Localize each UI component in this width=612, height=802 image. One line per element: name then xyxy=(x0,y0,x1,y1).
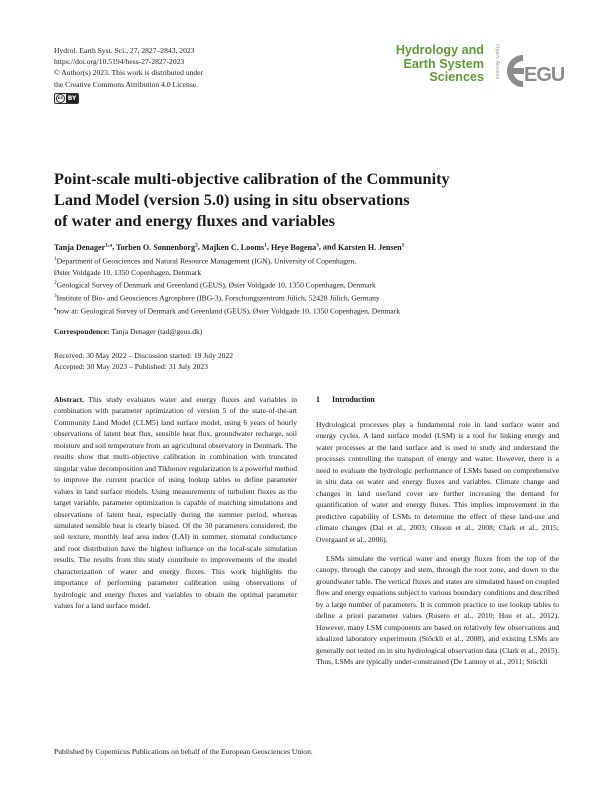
affiliation-continuation: Øster Voldgade 10, 1350 Copenhagen, Denmark xyxy=(54,267,202,277)
cc-by-license-icon[interactable] xyxy=(54,93,79,104)
open-access-label: Open Access xyxy=(494,44,500,80)
title-line: Point-scale multi-objective calibration of the Community xyxy=(54,169,450,188)
affiliation-list xyxy=(54,254,564,317)
accepted-date: Accepted: 30 May 2023 – Published: 31 July 2023 xyxy=(54,362,208,371)
affiliation: $^3$Institute of Bio- and Geosciences Agrosphere (IBG-3), Forschungszentrum Jülich, 52428 Jülich, Germany xyxy=(54,293,380,303)
journal-name-line: Earth System xyxy=(403,56,484,71)
journal-name xyxy=(396,44,484,85)
journal-logo xyxy=(392,44,562,102)
abstract-label: Abstract. xyxy=(54,395,84,404)
article-metadata xyxy=(54,45,314,104)
received-date: Received: 30 May 2022 – Discussion started: 19 July 2022 xyxy=(54,351,234,360)
abstract-text: This study evaluates water and energy fluxes and variables in combination with parameter optimization of version 5 of the state-of-the-art Community Land Model (CLM5) land surface model, using 6 years of hourly observations of latent heat flux, sensible heat flux, groundwater recharge, soil moisture and soil temperature from an agricultural observatory in Denmark. The results show that multi-objective calibration in combination with truncated singular value decomposition and Tikhonov regularization is a powerful method to improve the current practice of using lookup tables to define parameter values in land surface models. Using measurements of turbulent fluxes as the target variable, parameter optimization is capable of matching simulations and observations of latent heat, especially during the summer period, whereas simulated sensible heat is clearly biased. Of the 30 parameters considered, the soil texture, monthly leaf area index (LAI) in summer, stomatal conductance and root distribution have the highest influence on the local-scale simulation results. The results from this study contribute to improvements of the model characterization of water and energy fluxes. This work highlights the importance of performing parameter calibration using observations of hydrologic and energy fluxes and variables to obtain the optimal parameter values for a land surface model. xyxy=(54,395,297,611)
section-title: Introduction xyxy=(332,395,375,404)
section-heading-introduction xyxy=(316,395,375,404)
abstract xyxy=(54,394,297,612)
license-line: the Creative Commons Attribution 4.0 License. xyxy=(54,79,199,89)
article-title xyxy=(54,168,474,231)
journal-name-line: Sciences xyxy=(429,70,484,85)
paragraph: Hydrological processes play a fundamental role in land surface water and energy cycles. A land surface model (LSM) is a tool for linking energy and water processes at the land surface and is used to study and understand the processes controlling the transport of energy and water. However, there is a need to evaluate the hydrologic performance of LSMs based on comprehensive in situ data on water and energy fluxes and variables. Climate change and changes in land use/land cover are further increasing the demand for quantification of water and energy fluxes. This implies improvement in the predictive capability of LSMs to determine the effect of these land-use and climate changes (Dai et al., 2003; Olsson et al., 2008; Clark et al., 2015; Overgaard et al., 2006). xyxy=(316,420,559,544)
title-line: of water and energy fluxes and variables xyxy=(54,211,335,230)
citation: Hydrol. Earth Syst. Sci., 27, 2827–2843, 2023 xyxy=(54,46,195,55)
correspondence-label: Correspondence: xyxy=(54,327,110,336)
section-number: 1 xyxy=(316,395,320,404)
paragraph: LSMs simulate the vertical water and energy fluxes from the top of the canopy, through the canopy and stem, through the root zone, and down to the groundwater table. The vertical fluxes and states are simulated based on coupled flow and energy equations subject to various boundary conditions and described by a large number of parameters. It is common practice to use lookup tables to define a priori parameter values (Rosero et al., 2010; Hou et al., 2012). However, many LSM components are based on relatively few observations and idealized laboratory experiments (Stöckli et al., 2008), and existing LSMs are generally not tested on in situ hydrological observation data (Clark et al., 2015). Thus, LSMs are typically under-constrained (De Lannoy et al., 2011; Stöckli xyxy=(316,553,559,667)
affiliation: $^1$Department of Geosciences and Natural Resource Management (IGN), University of Copenhagen, xyxy=(54,256,357,266)
publication-dates xyxy=(54,350,233,372)
correspondence xyxy=(54,326,202,337)
egu-logo-icon xyxy=(502,50,564,92)
author[interactable]: Majken C. Looms$^1$ xyxy=(201,242,267,252)
correspondence-contact[interactable]: Tanja Denager (tad@geus.dk) xyxy=(111,327,203,336)
cc-icon: cc xyxy=(56,94,65,103)
author[interactable]: Karsten H. Jensen$^1$ xyxy=(338,242,405,252)
doi-link[interactable]: https://doi.org/10.5194/hess-27-2827-2023 xyxy=(54,57,185,67)
author-list: Tanja Denager$^{1,a}$, Torben O. Sonnenborg$^2$, Majken C. Looms$^1$, Heye Bogena$^3$, and Karsten H. Jensen$^1$ xyxy=(54,242,405,252)
author[interactable]: Tanja Denager$^{1,a}$ xyxy=(54,242,113,252)
introduction-body xyxy=(316,419,559,668)
publisher-footer: Published by Copernicus Publications on behalf of the European Geosciences Union. xyxy=(54,747,313,756)
egu-text: EGU xyxy=(524,64,564,86)
copyright-line: © Author(s) 2023. This work is distributed under xyxy=(54,68,204,78)
author[interactable]: Torben O. Sonnenborg$^2$ xyxy=(115,242,198,252)
author[interactable]: Heye Bogena$^3$ xyxy=(270,242,319,252)
affiliation: $^2$Geological Survey of Denmark and Greenland (GEUS), Øster Voldgade 10, 1350 Copenhagen, Denmark xyxy=(54,280,376,290)
title-line: Land Model (version 5.0) using in situ observations xyxy=(54,190,410,209)
affiliation: $^a$now at: Geological Survey of Denmark and Greenland (GEUS), Øster Voldgade 10, 1350 Copenhagen, Denmark xyxy=(54,306,400,316)
journal-name-line: Hydrology and xyxy=(395,43,484,57)
by-icon: BY xyxy=(67,94,77,102)
